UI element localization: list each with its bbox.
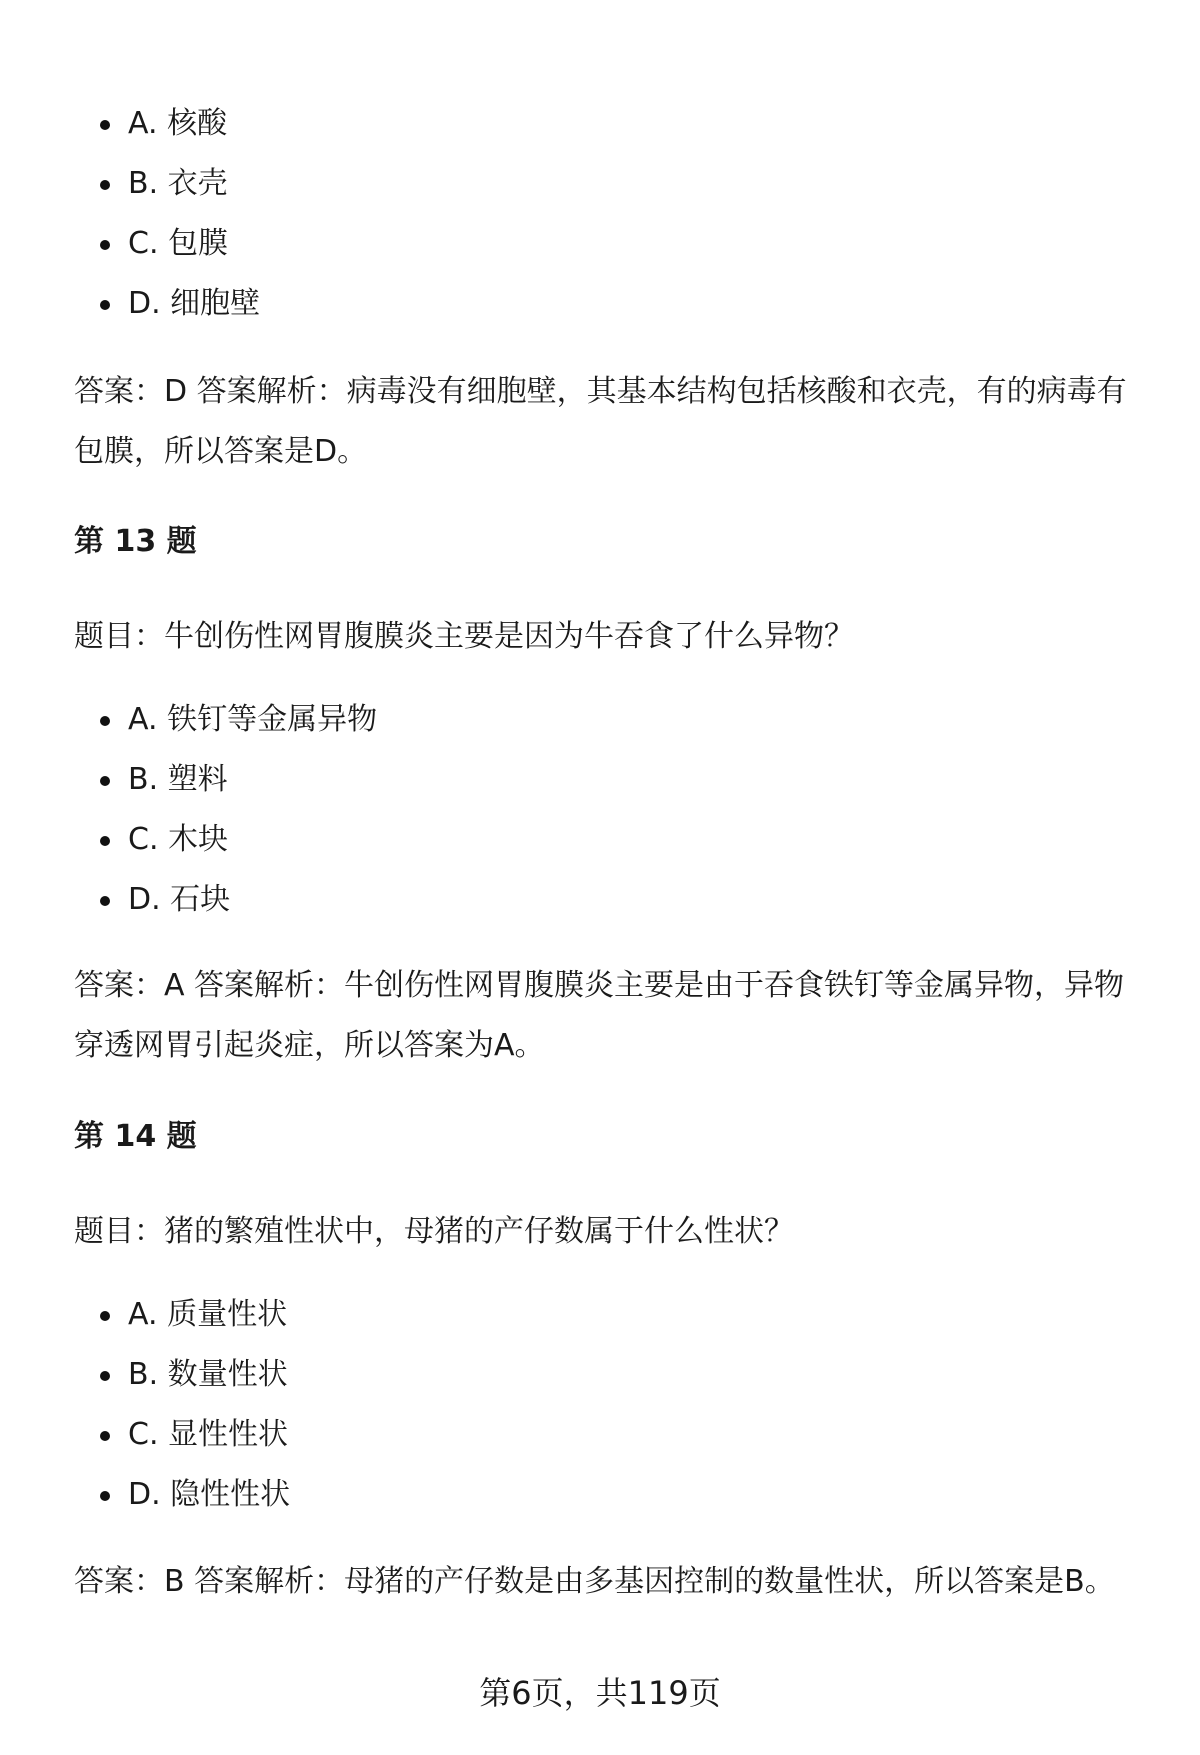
q12-options-list	[74, 94, 1154, 334]
bullet-icon	[100, 300, 110, 310]
q13-option-b: B. 塑料	[74, 750, 1154, 810]
q14-answer: 答案：B 答案解析：母猪的产仔数是由多基因控制的数量性状，所以答案是B。	[74, 1564, 1115, 1599]
q13-heading: 第 13 题	[74, 524, 197, 559]
q13-options-list	[74, 690, 1154, 930]
q13-options-block	[74, 690, 1154, 930]
bullet-icon	[100, 180, 110, 190]
q14-option-a: A. 质量性状	[74, 1285, 1154, 1345]
q14-options-list	[74, 1285, 1154, 1525]
bullet-icon	[100, 836, 110, 846]
page-number: 第6页，共119页	[479, 1674, 721, 1712]
bullet-icon	[100, 1371, 110, 1381]
q12-answer: 答案：D 答案解析：病毒没有细胞壁，其基本结构包括核酸和衣壳，有的病毒有包膜，所以答案是D。	[74, 374, 1127, 469]
bullet-icon	[100, 1491, 110, 1501]
q14-options-block	[74, 1285, 1154, 1525]
q13-option-d: D. 石块	[74, 870, 1154, 930]
q14-heading: 第 14 题	[74, 1119, 197, 1154]
q12-option-a: A. 核酸	[74, 94, 1154, 154]
bullet-icon	[100, 1311, 110, 1321]
q14-option-c: C. 显性性状	[74, 1405, 1154, 1465]
bullet-icon	[100, 240, 110, 250]
q13-answer: 答案：A 答案解析：牛创伤性网胃腹膜炎主要是由于吞食铁钉等金属异物，异物穿透网胃引起炎症，所以答案为A。	[74, 968, 1125, 1063]
q13-question: 题目：牛创伤性网胃腹膜炎主要是因为牛吞食了什么异物？	[74, 619, 854, 654]
q12-option-b: B. 衣壳	[74, 154, 1154, 214]
q14-option-b: B. 数量性状	[74, 1345, 1154, 1405]
bullet-icon	[100, 716, 110, 726]
bullet-icon	[100, 120, 110, 130]
q14-question: 题目：猪的繁殖性状中，母猪的产仔数属于什么性状？	[74, 1214, 794, 1249]
q13-option-c: C. 木块	[74, 810, 1154, 870]
q14-option-d: D. 隐性性状	[74, 1465, 1154, 1525]
q12-option-c: C. 包膜	[74, 214, 1154, 274]
q12-option-d: D. 细胞壁	[74, 274, 1154, 334]
q12-options-block	[74, 94, 1154, 334]
q13-option-a: A. 铁钉等金属异物	[74, 690, 1154, 750]
bullet-icon	[100, 776, 110, 786]
bullet-icon	[100, 1431, 110, 1441]
bullet-icon	[100, 896, 110, 906]
